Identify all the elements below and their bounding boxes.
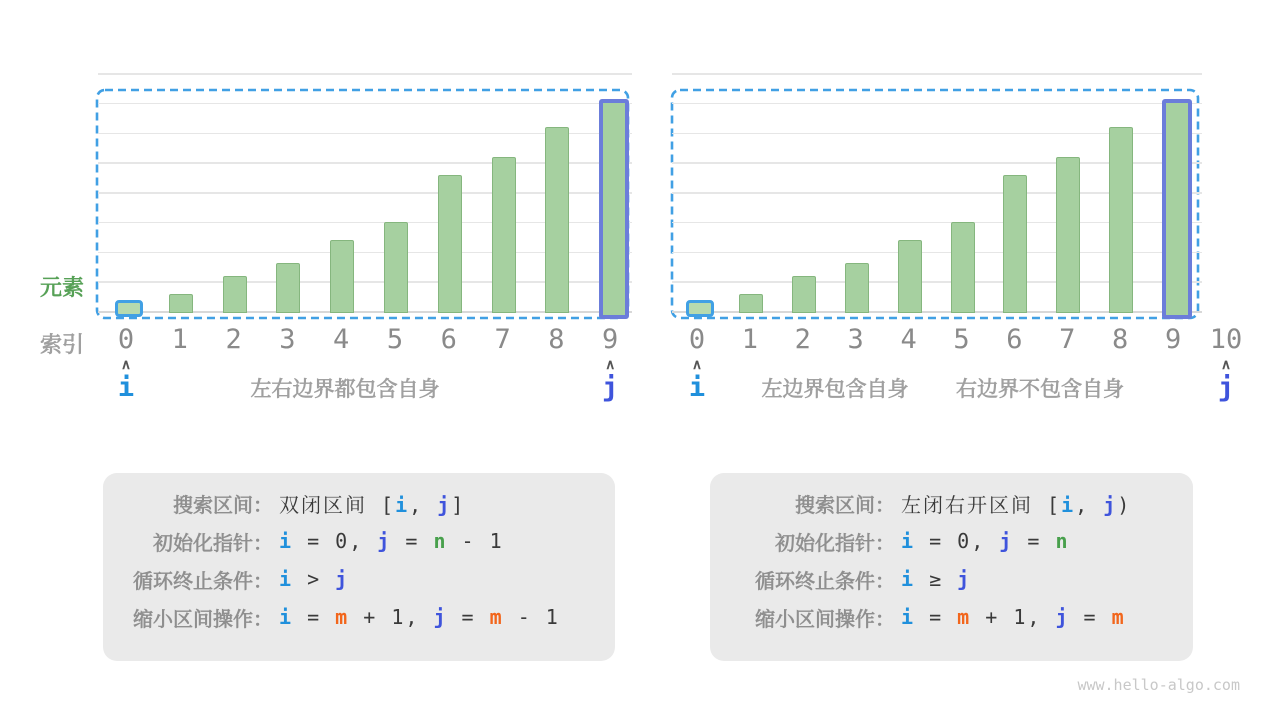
- formula-token: j: [1103, 492, 1118, 517]
- index-label: 8: [548, 324, 565, 355]
- index-axis-label: 索引: [39, 332, 84, 357]
- formula-token: =: [391, 529, 434, 553]
- pointer-caret: ∧: [1220, 356, 1232, 372]
- formula-token: j: [335, 567, 350, 591]
- array-element-bar: [898, 240, 922, 313]
- formula-token: m: [489, 605, 504, 629]
- formula-token: 双闭区间 [: [279, 492, 396, 517]
- gridline: [672, 103, 1202, 105]
- index-label: 9: [602, 324, 619, 355]
- definition-row-formula: [901, 489, 1131, 518]
- index-label: 6: [440, 324, 457, 355]
- index-label: 6: [1006, 324, 1023, 355]
- definition-row-label: 循环终止条件：: [133, 570, 273, 593]
- pointer-j-label: j: [602, 372, 619, 403]
- definition-row-label: 初始化指针：: [775, 532, 895, 555]
- definition-row: [103, 598, 615, 636]
- index-label: 3: [847, 324, 864, 355]
- pointer-i-label: i: [688, 372, 706, 403]
- formula-token: =: [447, 605, 490, 629]
- formula-token: =: [293, 605, 336, 629]
- definition-row-formula: [279, 605, 560, 629]
- definition-row-label: 搜索区间：: [795, 494, 895, 517]
- site-watermark: www.hello-algo.com: [1077, 676, 1240, 694]
- formula-token: i: [901, 529, 916, 553]
- formula-token: m: [335, 605, 350, 629]
- i-pointer-bar: [686, 300, 714, 317]
- formula-token: 左闭右开区间 [: [901, 492, 1062, 517]
- index-label: 3: [279, 324, 296, 355]
- formula-token: m: [1111, 605, 1126, 629]
- definition-row: [103, 522, 615, 560]
- index-label: 5: [386, 324, 404, 355]
- index-label: 10: [1209, 324, 1243, 355]
- array-element-bar: [1003, 175, 1027, 313]
- array-element-bar: [1056, 157, 1080, 313]
- definition-row-formula: [279, 489, 465, 518]
- definition-row-label: 搜索区间：: [173, 494, 273, 517]
- half-open-interval-definition-box: [710, 473, 1193, 661]
- index-label: 5: [953, 324, 970, 355]
- definition-row: [103, 484, 615, 522]
- array-element-bar: [951, 222, 975, 313]
- formula-token: = 0,: [915, 529, 1000, 553]
- index-label: 0: [117, 324, 135, 355]
- formula-token: j: [377, 529, 392, 553]
- formula-token: n: [433, 529, 448, 553]
- index-label: 8: [1112, 324, 1129, 355]
- formula-token: m: [957, 605, 972, 629]
- array-element-bar: [739, 294, 763, 313]
- pointer-caret: ∧: [691, 356, 703, 372]
- formula-token: ≥: [915, 567, 958, 591]
- definition-row-label: 初始化指针：: [153, 532, 273, 555]
- boundary-caption: 右边界不包含自身: [956, 378, 1124, 401]
- boundary-caption: 左右边界都包含自身: [250, 378, 440, 401]
- formula-token: i: [901, 567, 916, 591]
- definition-row-formula: [279, 529, 504, 553]
- formula-token: - 1: [447, 529, 504, 553]
- formula-token: + 1,: [971, 605, 1056, 629]
- pointer-j-label: j: [1217, 372, 1235, 403]
- formula-token: i: [901, 605, 916, 629]
- formula-token: ): [1117, 492, 1132, 517]
- definition-row: [103, 560, 615, 598]
- array-element-bar: [792, 276, 816, 313]
- pointer-i-label: i: [117, 372, 135, 403]
- definition-row: [710, 522, 1193, 560]
- definition-row-formula: [279, 567, 349, 591]
- formula-token: i: [279, 605, 294, 629]
- formula-token: =: [915, 605, 958, 629]
- definition-row-formula: [901, 567, 971, 591]
- index-label: 1: [741, 324, 759, 355]
- formula-token: n: [1055, 529, 1070, 553]
- closed-interval-definition-box: [103, 473, 615, 661]
- formula-token: j: [999, 529, 1014, 553]
- array-element-bar: [845, 263, 869, 313]
- definition-row: [710, 598, 1193, 636]
- index-label: 2: [794, 324, 811, 355]
- pointer-caret: ∧: [605, 356, 616, 372]
- formula-token: j: [437, 492, 452, 517]
- boundary-caption: 左边界包含自身: [761, 378, 909, 401]
- formula-token: j: [433, 605, 448, 629]
- formula-token: i: [395, 492, 410, 517]
- gridline: [672, 73, 1202, 75]
- index-label: 9: [1164, 324, 1182, 355]
- definition-row: [710, 560, 1193, 598]
- j-pointer-bar: [1162, 99, 1192, 319]
- index-label: 2: [225, 324, 242, 355]
- definition-row: [710, 484, 1193, 522]
- definition-row-label: 缩小区间操作：: [755, 608, 895, 631]
- index-label: 0: [688, 324, 706, 355]
- formula-token: + 1,: [349, 605, 434, 629]
- array-element-bar: [1109, 127, 1133, 313]
- index-label: 4: [900, 324, 917, 355]
- definition-row-formula: [901, 529, 1070, 553]
- index-label: 1: [171, 324, 188, 355]
- formula-token: i: [1061, 492, 1076, 517]
- definition-row-label: 循环终止条件：: [755, 570, 895, 593]
- pointer-caret: ∧: [120, 356, 132, 372]
- formula-token: i: [279, 529, 294, 553]
- index-label: 7: [1059, 324, 1076, 355]
- formula-token: ]: [451, 492, 466, 517]
- formula-token: = 0,: [293, 529, 378, 553]
- formula-token: j: [1055, 605, 1070, 629]
- elements-axis-label: 元素: [39, 275, 84, 300]
- index-label: 7: [494, 324, 511, 355]
- formula-token: j: [957, 567, 972, 591]
- formula-token: ,: [1075, 492, 1104, 517]
- formula-token: - 1: [503, 605, 560, 629]
- formula-token: i: [279, 567, 294, 591]
- formula-token: ,: [409, 492, 438, 517]
- definition-row-formula: [901, 605, 1126, 629]
- formula-token: =: [1013, 529, 1056, 553]
- formula-token: >: [293, 567, 336, 591]
- index-label: 4: [333, 324, 350, 355]
- formula-token: =: [1069, 605, 1112, 629]
- definition-row-label: 缩小区间操作：: [133, 608, 273, 631]
